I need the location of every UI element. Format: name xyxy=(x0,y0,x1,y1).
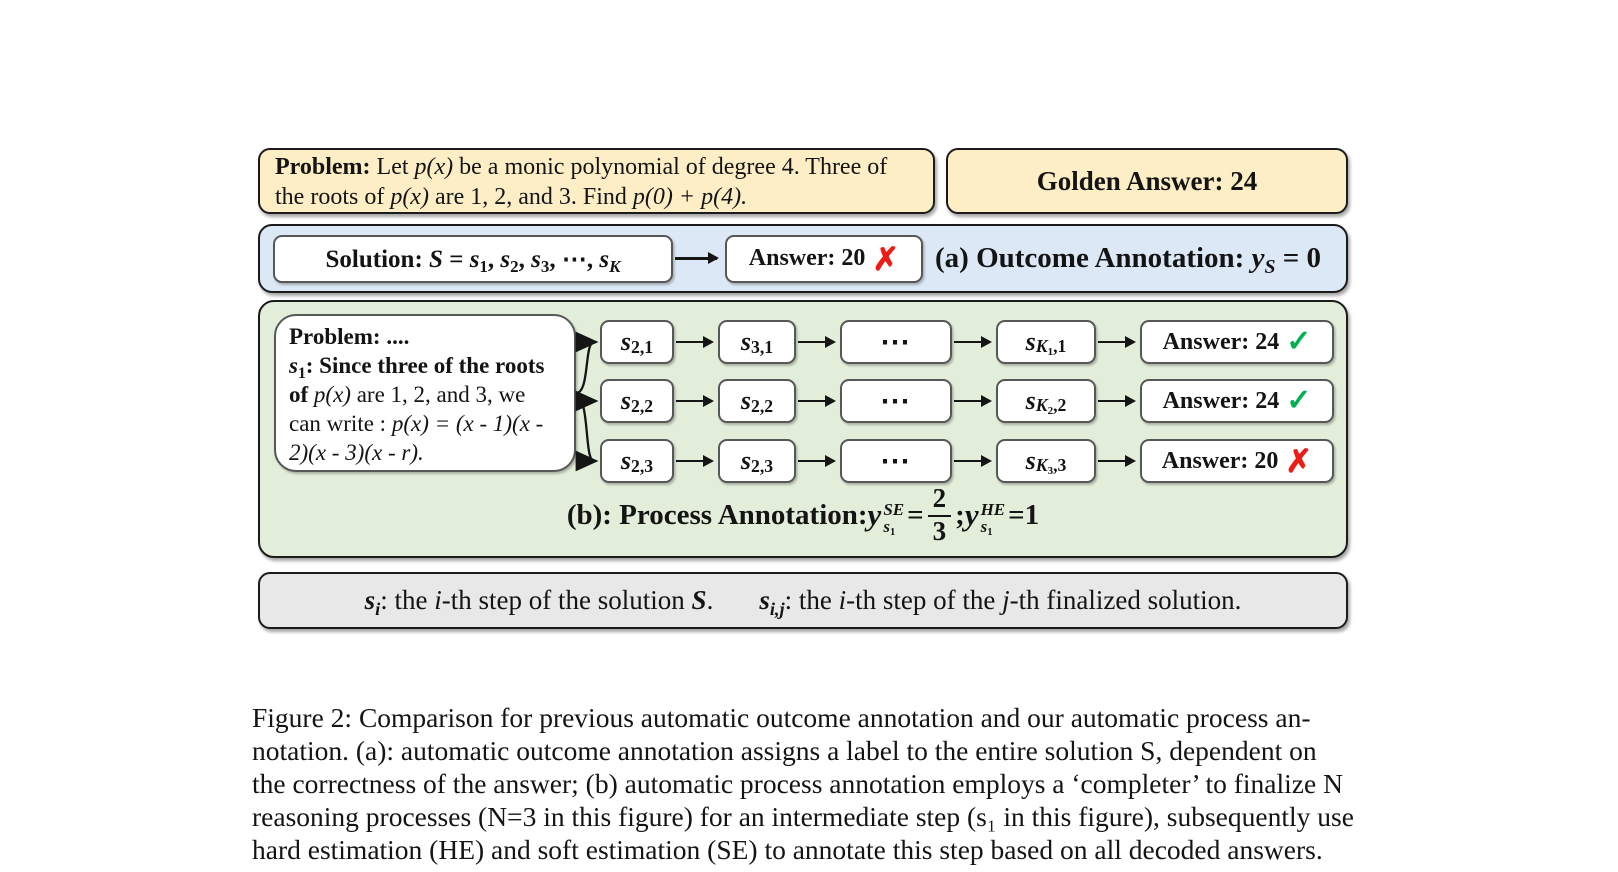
arrow-icon xyxy=(798,341,834,343)
step-box: s 2,2 xyxy=(718,379,796,423)
legend-panel xyxy=(258,572,1348,629)
caption-line: reasoning processes (N=3 in this figure) for an intermediate step (s₁ in this figure), subsequently use xyxy=(252,801,1354,832)
legend-sij-definition: $s_{i,j}$: the i-th step of the j-th finalized solution. xyxy=(759,585,1242,619)
solution-chain-row xyxy=(600,379,1334,423)
fraction: $\frac{2}{3}$ xyxy=(928,484,952,545)
arrow-icon xyxy=(798,400,834,402)
caption-line: Figure 2: Comparison for previous automatic outcome annotation and our automatic process an- xyxy=(252,702,1311,733)
process-annotation-formula: (b): Process Annotation: y SE s1 = $\frac{2}{3}$ ; y HE s1 = 1 xyxy=(566,483,1040,546)
arrow-icon xyxy=(954,341,990,343)
solution-formula: Solution: $S = s_1$, $s_2$, $s_3$, ⋯, $s_K$ xyxy=(325,245,621,276)
caption-line: hard estimation (HE) and soft estimation (SE) to annotate this step based on all decoded answers. xyxy=(252,834,1323,865)
ellipsis-box: ⋯ xyxy=(840,379,952,423)
step-box: s 2,2 xyxy=(600,379,674,423)
outcome-answer-box: Answer: 20 ✗ xyxy=(725,235,923,283)
solution-chain-row xyxy=(600,320,1334,364)
cross-icon: ✗ xyxy=(872,240,900,277)
ellipsis-box: ⋯ xyxy=(840,320,952,364)
arrow-icon xyxy=(676,341,712,343)
chain-answer-box: Answer: 24 ✓ xyxy=(1140,379,1334,423)
arrow-icon xyxy=(675,257,717,259)
chain-answer-box: Answer: 24 ✓ xyxy=(1140,320,1334,364)
check-icon: ✓ xyxy=(1286,384,1312,417)
step-box: s 2,1 xyxy=(600,320,674,364)
arrow-icon xyxy=(798,460,834,462)
final-step-box: s K3,3 xyxy=(996,439,1096,483)
arrow-icon xyxy=(1098,341,1134,343)
arrow-icon xyxy=(954,400,990,402)
arrow-icon xyxy=(676,460,712,462)
caption-line: the correctness of the answer; (b) automatic process annotation employs a ‘completer’ to finalize N xyxy=(252,768,1343,799)
solution-box xyxy=(273,235,673,283)
arrow-icon xyxy=(1098,460,1134,462)
legend-si-definition: $s_i$: the i-th step of the solution S. xyxy=(364,585,714,619)
figure-caption xyxy=(252,701,1377,866)
arrow-icon xyxy=(676,400,712,402)
cross-icon: ✗ xyxy=(1285,443,1313,479)
final-step-box: s K2,2 xyxy=(996,379,1096,423)
arrow-icon xyxy=(954,460,990,462)
chain-answer-box: Answer: 20 ✗ xyxy=(1140,439,1334,483)
golden-answer-text: Golden Answer: 24 xyxy=(1036,165,1258,196)
step-box: s 2,3 xyxy=(718,439,796,483)
ellipsis-box: ⋯ xyxy=(840,439,952,483)
problem-box: Problem: Let p(x) be a monic polynomial of degree 4. Three of the roots of p(x) are 1, 2, and 3. Find p(0) + p(4). xyxy=(258,148,935,214)
caption-line: notation. (a): automatic outcome annotation assigns a label to the entire solution S, dependent on xyxy=(252,735,1317,766)
outcome-annotation-label: (a) Outcome Annotation: $y_S = 0$ xyxy=(935,242,1321,278)
check-icon: ✓ xyxy=(1286,325,1312,358)
process-annotation-panel xyxy=(258,300,1348,558)
step-box: s 2,3 xyxy=(600,439,674,483)
arrow-icon xyxy=(1098,400,1134,402)
step-box: s 3,1 xyxy=(718,320,796,364)
problem-label: Problem: xyxy=(275,154,371,180)
final-step-box: s K1,1 xyxy=(996,320,1096,364)
intermediate-step-box: Problem: .... $s_1$: Since three of the roots of p(x) are 1, 2, and 3, we can write : p(x) = (x - 1)(x - 2)(x - 3)(x - r). xyxy=(274,314,576,472)
golden-answer-box xyxy=(946,148,1348,214)
outcome-annotation-panel xyxy=(258,224,1348,293)
